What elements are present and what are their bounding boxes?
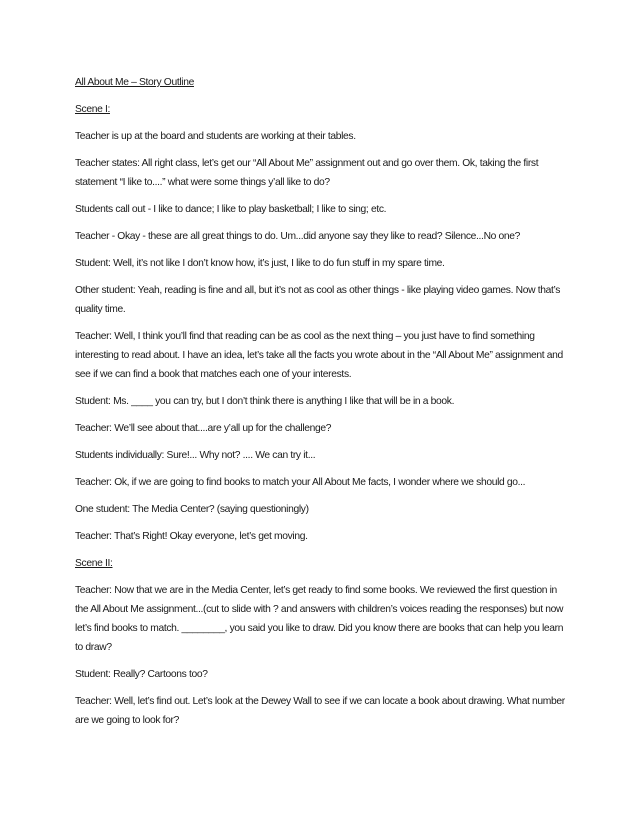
paragraph: Teacher: Well, let’s find out. Let’s look at the Dewey Wall to see if we can locate a book about drawing. What number are we going to look for? (75, 696, 565, 726)
paragraph: Student: Ms. ____ you can try, but I don’t think there is anything I like that will be in a book. (75, 396, 455, 407)
document-page (75, 73, 570, 738)
paragraph: Student: Really? Cartoons too? (75, 669, 208, 680)
paragraph: Teacher: Now that we are in the Media Center, let’s get ready to find some books. We reviewed the first question in the All About Me assignment...(cut to slide with ? and answers with children’s voices reading the responses) but now let’s find books to match. ________, you said you like to draw. Did you know there are books that can help you learn to draw? (75, 585, 564, 653)
paragraph: Students individually: Sure!... Why not? .... We can try it... (75, 450, 316, 461)
paragraph: Teacher: Ok, if we are going to find books to match your All About Me facts, I wonder where we should go... (75, 477, 526, 488)
scene-heading: Scene I: (75, 104, 110, 115)
paragraph: Student: Well, it’s not like I don’t know how, it’s just, I like to do fun stuff in my spare time. (75, 258, 445, 269)
paragraph: Teacher: We’ll see about that....are y’all up for the challenge? (75, 423, 332, 434)
paragraph: Teacher: Well, I think you’ll find that reading can be as cool as the next thing – you just have to find something interesting to read about. I have an idea, let’s take all the facts you wrote about in the “All About Me” assignment and see if we can find a book that matches each one of your interests. (75, 331, 563, 380)
document-title: All About Me – Story Outline (75, 77, 194, 88)
paragraph: Teacher - Okay - these are all great things to do. Um...did anyone say they like to read? Silence...No one? (75, 231, 521, 242)
paragraph: One student: The Media Center? (saying questioningly) (75, 504, 309, 515)
paragraph: Teacher states: All right class, let’s get our “All About Me” assignment out and go over them. Ok, taking the first statement “I like to....” what were some things y’all like to do? (75, 158, 539, 188)
paragraph: Students call out - I like to dance; I like to play basketball; I like to sing; etc. (75, 204, 387, 215)
paragraph: Teacher: That’s Right! Okay everyone, let’s get moving. (75, 531, 308, 542)
paragraph: Other student: Yeah, reading is fine and all, but it’s not as cool as other things - like playing video games. Now that’s quality time. (75, 285, 561, 315)
paragraph: Teacher is up at the board and students are working at their tables. (75, 131, 356, 142)
scene-heading: Scene II: (75, 558, 113, 569)
